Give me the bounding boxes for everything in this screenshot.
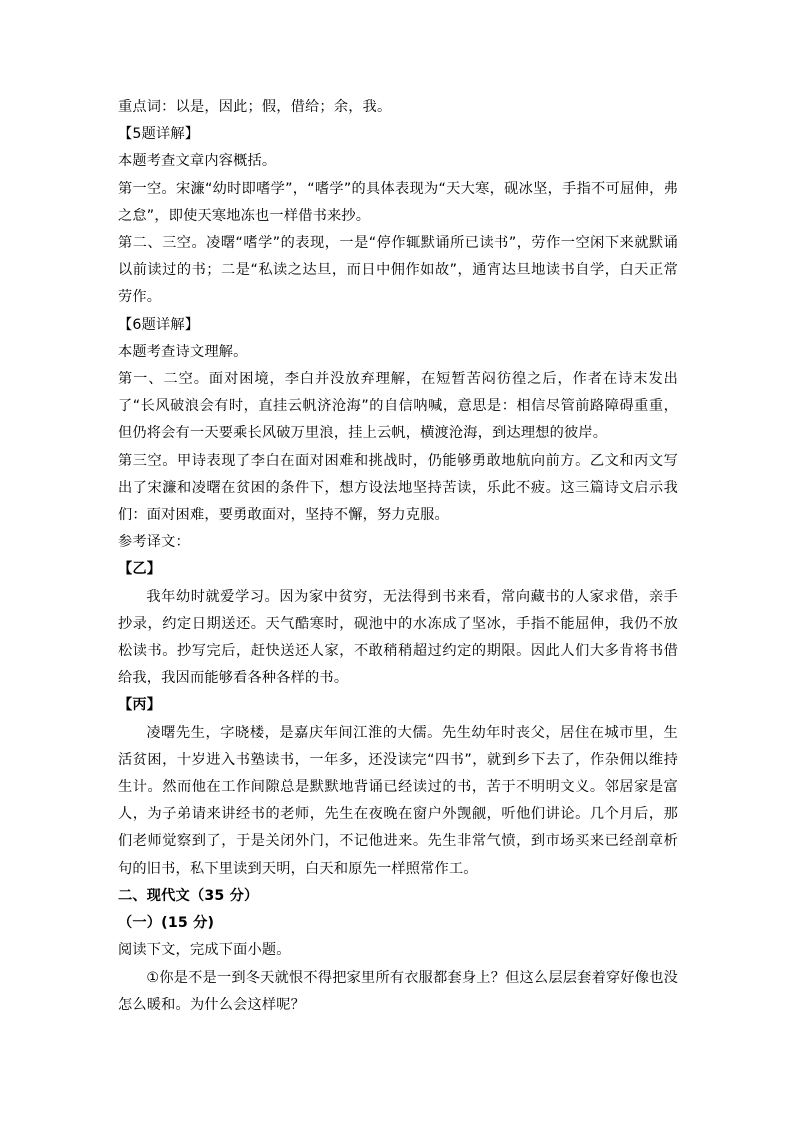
translation-label: 参考译文： [118, 534, 190, 551]
q5-intro: 本题考查文章内容概括。 [118, 153, 277, 170]
q5-first-blank: 第一空。宋濂“幼时即嗜学”，“嗜学”的具体表现为“天大寒，砚冰坚，手指不可屈伸，弗之怠”，即使天寒地冻也一样借书来抄。 [118, 180, 678, 224]
q5-second-third-blank: 第二、三空。凌曙“嗜学”的表现，一是“停作辄默诵所已读书”，劳作一空闲下来就默诵以前读过的书；二是“私读之达旦，而日中佣作如故”，通宵达旦地读书自学，白天正常劳作。 [118, 235, 678, 306]
translation-bing-text: 凌曙先生，字晓楼，是嘉庆年间江淮的大儒。先生幼年时丧父，居住在城市里，生活贫困，十岁进入书塾读书，一年多，还没读完“四书”，就到乡下去了，作杂佣以维持生计。然而他在工作间隙总是默默地背诵已经读过的书，苦于不明明文义。邻居家是富人，为子弟请来讲经书的老师，先生在夜晚在窗户外觊觎，听他们讲论。几个月后，那们老师觉察到了，于是关闭外门，不记他进来。先生非常气愤，到市场买来已经剖章析句的旧书，私下里读到天明，白天和原先一样照常作工。 [118, 724, 678, 877]
section-title: 二、现代文（35 分） [118, 887, 259, 904]
q6-intro: 本题考查诗文理解。 [118, 343, 248, 360]
keywords-line: 重点词：以是，因此；假，借给；余，我。 [118, 99, 392, 115]
section-sub-title: （一）(15 分) [118, 915, 215, 932]
translation-bing-heading: 【丙】 [118, 697, 162, 714]
section-instruction: 阅读下文，完成下面小题。 [118, 942, 291, 959]
document-body [118, 94, 678, 1019]
translation-yi-heading: 【乙】 [118, 561, 162, 578]
q6-third-blank: 第三空。甲诗表现了李白在面对困难和挑战时，仍能够勇敢地航向前方。乙文和丙文写出了宋濂和凌曙在贫困的条件下，想方设法地坚持苦读，乐此不疲。这三篇诗文启示我们：面对困难，要勇敢面对，坚持不懈，努力克服。 [118, 452, 678, 524]
q6-first-second-blank: 第一、二空。面对困境，李白并没放弃理解，在短暂苦闷彷徨之后，作者在诗末发出了“长风破浪会有时，直挂云帆济沧海”的自信呐喊，意思是：相信尽管前路障碍重重，但仍将会有一天要乘长风破万里浪，挂上云帆，横渡沧海，到达理想的彼岸。 [118, 371, 678, 442]
q5-heading: 【5题详解】 [118, 126, 200, 143]
q6-heading: 【6题详解】 [118, 316, 200, 333]
reading-paragraph-1: ①你是不是一到冬天就恨不得把家里所有衣服都套身上？但这么层层套着穿好像也没怎么暖和。为什么会这样呢？ [118, 969, 678, 1013]
translation-yi-text: 我年幼时就爱学习。因为家中贫穷，无法得到书来看，常向藏书的人家求借，亲手抄录，约定日期送还。天气酷寒时，砚池中的水冻成了坚冰，手指不能屈伸，我仍不放松读书。抄写完后，赶快送还人家，不敢稍稍超过约定的期限。因此人们大多肯将书借给我，我因而能够看各种各样的书。 [118, 588, 678, 687]
